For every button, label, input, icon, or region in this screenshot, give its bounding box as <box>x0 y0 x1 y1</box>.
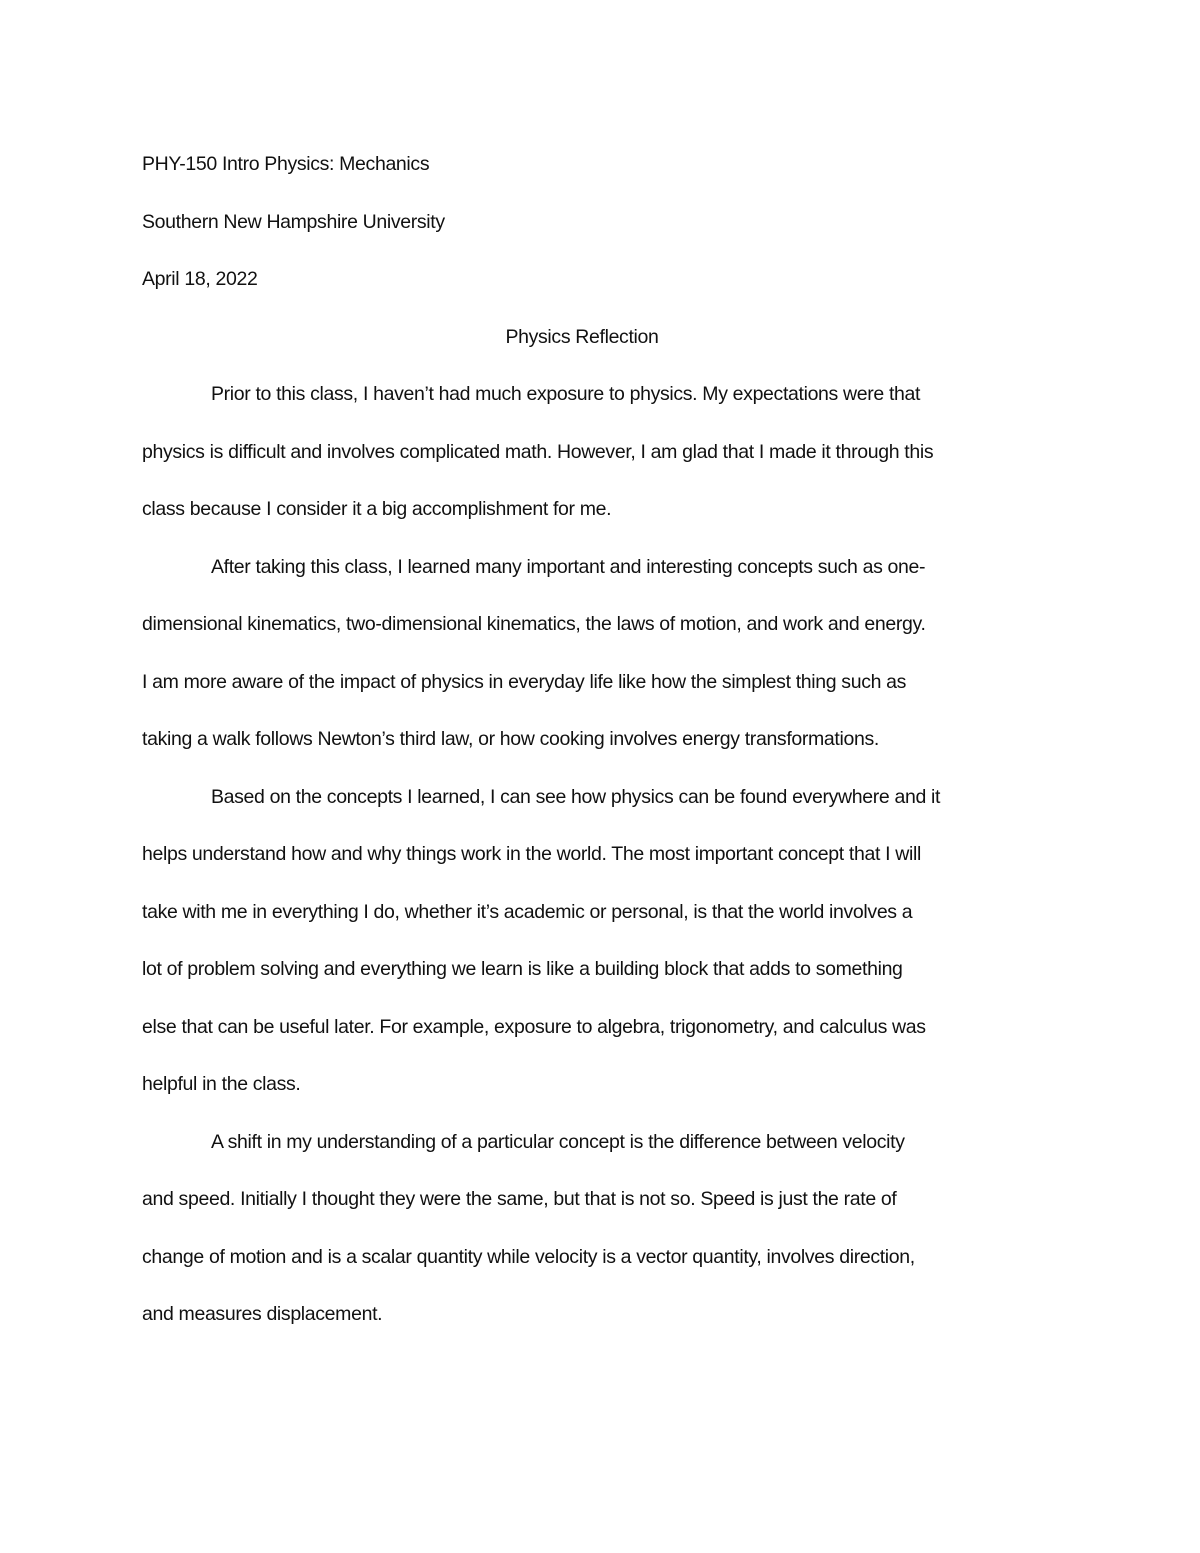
date-line: April 18, 2022 <box>142 268 258 290</box>
document-title: Physics Reflection <box>505 325 659 348</box>
paragraph-line: class because I consider it a big accomplishment for me. <box>142 498 612 520</box>
paragraph-line: else that can be useful later. For example, exposure to algebra, trigonometry, and calculus was <box>142 1015 926 1038</box>
paragraph-line: I am more aware of the impact of physics in everyday life like how the simplest thing such as <box>142 670 907 693</box>
paragraph-line: lot of problem solving and everything we learn is like a building block that adds to something <box>142 958 903 980</box>
paragraph-line: After taking this class, I learned many important and interesting concepts such as one- <box>211 555 926 578</box>
paragraph-line: taking a walk follows Newton’s third law, or how cooking involves energy transformations. <box>142 728 879 750</box>
paragraph-line: dimensional kinematics, two-dimensional kinematics, the laws of motion, and work and energy. <box>142 613 926 635</box>
paragraph-line: take with me in everything I do, whether it’s academic or personal, is that the world involves a <box>142 900 913 923</box>
paragraph-line: helpful in the class. <box>142 1073 301 1095</box>
paragraph-line: Prior to this class, I haven’t had much exposure to physics. My expectations were that <box>211 383 921 405</box>
paragraph-line: physics is difficult and involves complicated math. However, I am glad that I made it through this <box>142 440 934 463</box>
paragraph-line: and speed. Initially I thought they were the same, but that is not so. Speed is just the rate of <box>142 1188 897 1210</box>
paragraph-2 <box>142 539 1062 769</box>
paragraph-line: helps understand how and why things work in the world. The most important concept that I will <box>142 843 921 865</box>
document-body <box>142 136 1062 1344</box>
paragraph-4 <box>142 1114 1062 1344</box>
paragraph-1 <box>142 366 1062 539</box>
paragraph-line: and measures displacement. <box>142 1303 383 1325</box>
paragraph-line: change of motion and is a scalar quantity while velocity is a vector quantity, involves direction, <box>142 1245 915 1268</box>
paragraph-3 <box>142 769 1062 1114</box>
paragraph-line: A shift in my understanding of a particular concept is the difference between velocity <box>211 1130 905 1153</box>
course-line: PHY-150 Intro Physics: Mechanics <box>142 153 430 175</box>
institution-line: Southern New Hampshire University <box>142 210 445 233</box>
paragraph-line: Based on the concepts I learned, I can see how physics can be found everywhere and it <box>211 785 941 808</box>
